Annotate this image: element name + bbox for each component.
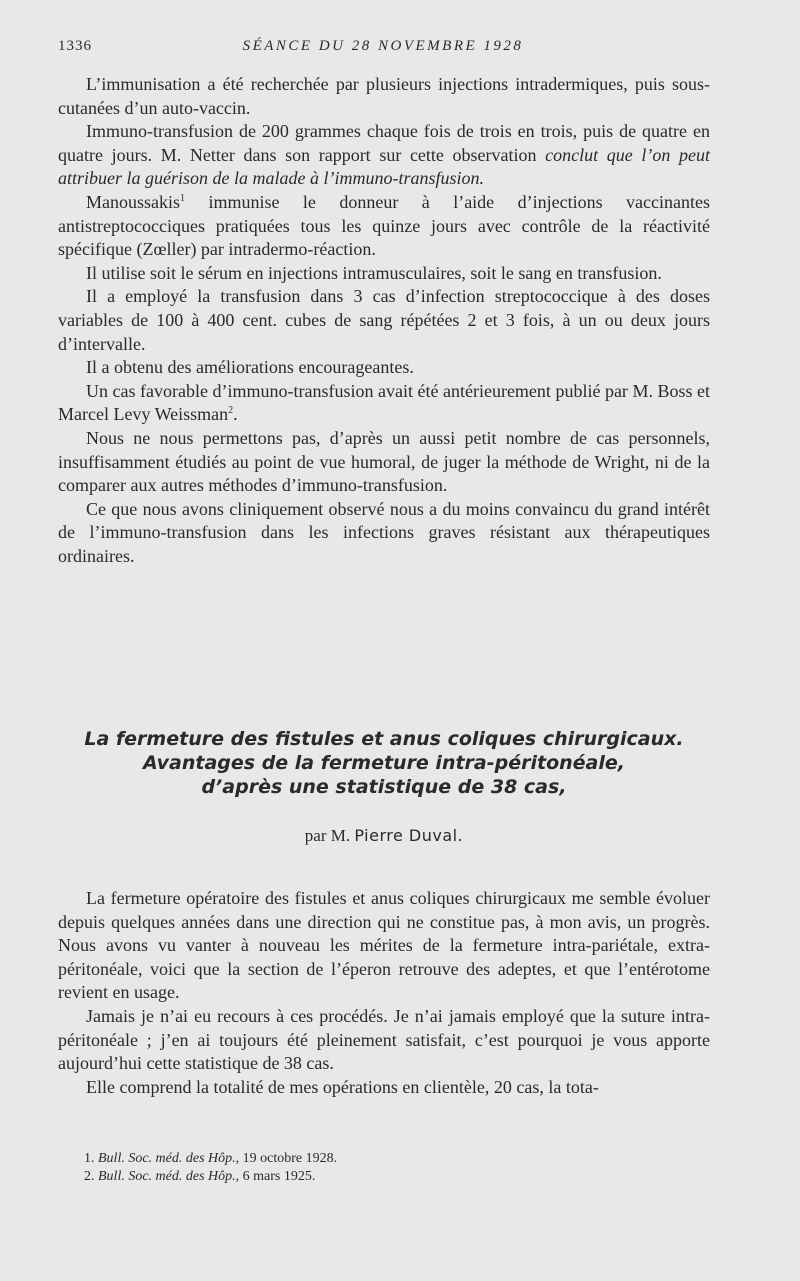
paragraph [58, 380, 710, 427]
paragraph: Il a employé la transfusion dans 3 cas d’infection streptococcique à des doses variables de 100 à 400 cent. cubes de sang répétées 2 et 3 fois, à un ou deux jours d’intervalle. [58, 286, 710, 354]
paragraph: Jamais je n’ai eu recours à ces procédés. Je n’ai jamais employé que la suture intra-péritonéale ; j’en ai toujours été pleinement satisfait, c’est pourquoi je vous apporte aujourd’hui cette statistique de 38 cas. [58, 1005, 710, 1074]
author-name: Pierre Duval. [354, 826, 464, 845]
page-header [58, 38, 708, 58]
section-fermeture [58, 887, 710, 1099]
title-line: d’après une statistique de 38 cas, [201, 776, 567, 798]
title-line: La fermeture des fistules et anus coliques chirurgicaux. [84, 728, 684, 750]
paragraph [58, 191, 710, 262]
section-immuno-transfusion [58, 73, 710, 568]
paragraph-text: Un cas favorable d’immuno-transfusion avait été antérieurement publié par M. Boss et Marcel Levy Weissman [58, 380, 710, 425]
author-prefix: par M. [304, 826, 351, 845]
footnote [84, 1150, 684, 1168]
footnote-ref: 1 [180, 192, 185, 204]
italic-quote: conclut que l’on peut attribuer la guérison de la malade à l’immuno-transfusion. [58, 144, 710, 189]
paragraph [58, 120, 710, 191]
paragraph-text: immunise le donneur à l’aide d’injections vaccinantes antistreptococciques pratiquées tous les quinze jours avec contrôle de la réactivité spécifique (Zœller) par intradermo-réaction. [58, 191, 710, 260]
paragraph-text: Immuno-transfusion de 200 grammes chaque fois de trois en trois, puis de quatre en quatre jours. M. Netter dans son rapport sur cette observation [58, 121, 710, 165]
running-title: SÉANCE DU 28 NOVEMBRE 1928 [242, 38, 524, 54]
paragraph: La fermeture opératoire des fistules et anus coliques chirurgicaux me semble évoluer depuis quelques années dans une direction qui ne constitue pas, à mon avis, un progrès. Nous avons vu vanter à nouveau les mérites de la fermeture intra-pariétale, extra-péritonéale, voici que la section de l’éperon retrouve des adeptes, et que l’entérotome revient en usage. [58, 888, 710, 1003]
paragraph: L’immunisation a été recherchée par plusieurs injections intradermiques, puis sous-cutanées d’un auto-vaccin. [58, 74, 710, 118]
paragraph-text: . [233, 404, 238, 425]
paragraph-text: Manoussakis [86, 191, 180, 212]
footnotes [84, 1150, 684, 1186]
footnote-ref: 2 [228, 405, 234, 417]
paragraph: Nous ne nous permettons pas, d’après un aussi petit nombre de cas personnels, insuffisamment étudiés au point de vue humoral, de juger la méthode de Wright, ni de la comparer aux autres méthodes d’immuno-transfusion. [58, 427, 710, 496]
title-line: Avantages de la fermeture intra-péritonéale, [142, 752, 625, 774]
article-author [58, 826, 710, 846]
footnote-number: 1. [84, 1151, 95, 1166]
paragraph: Il a obtenu des améliorations encourageantes. [86, 357, 414, 378]
footnote-number: 2. [84, 1169, 95, 1184]
page-number: 1336 [58, 38, 92, 54]
footnote [84, 1168, 684, 1186]
paragraph: Il utilise soit le sérum en injections intramusculaires, soit le sang en transfusion. [86, 262, 662, 283]
paragraph: Ce que nous avons cliniquement observé nous a du moins convaincu du grand intérêt de l’immuno-transfusion dans les infections graves résistant aux thérapeutiques ordinaires. [58, 498, 710, 566]
footnote-detail: , 6 mars 1925. [235, 1169, 316, 1184]
article-title [58, 727, 710, 799]
footnote-source: Bull. Soc. méd. des Hôp. [98, 1151, 236, 1166]
paragraph: Elle comprend la totalité de mes opérations en clientèle, 20 cas, la tota- [86, 1076, 599, 1097]
footnote-detail: , 19 octobre 1928. [235, 1151, 338, 1166]
footnote-source: Bull. Soc. méd. des Hôp. [98, 1169, 236, 1184]
